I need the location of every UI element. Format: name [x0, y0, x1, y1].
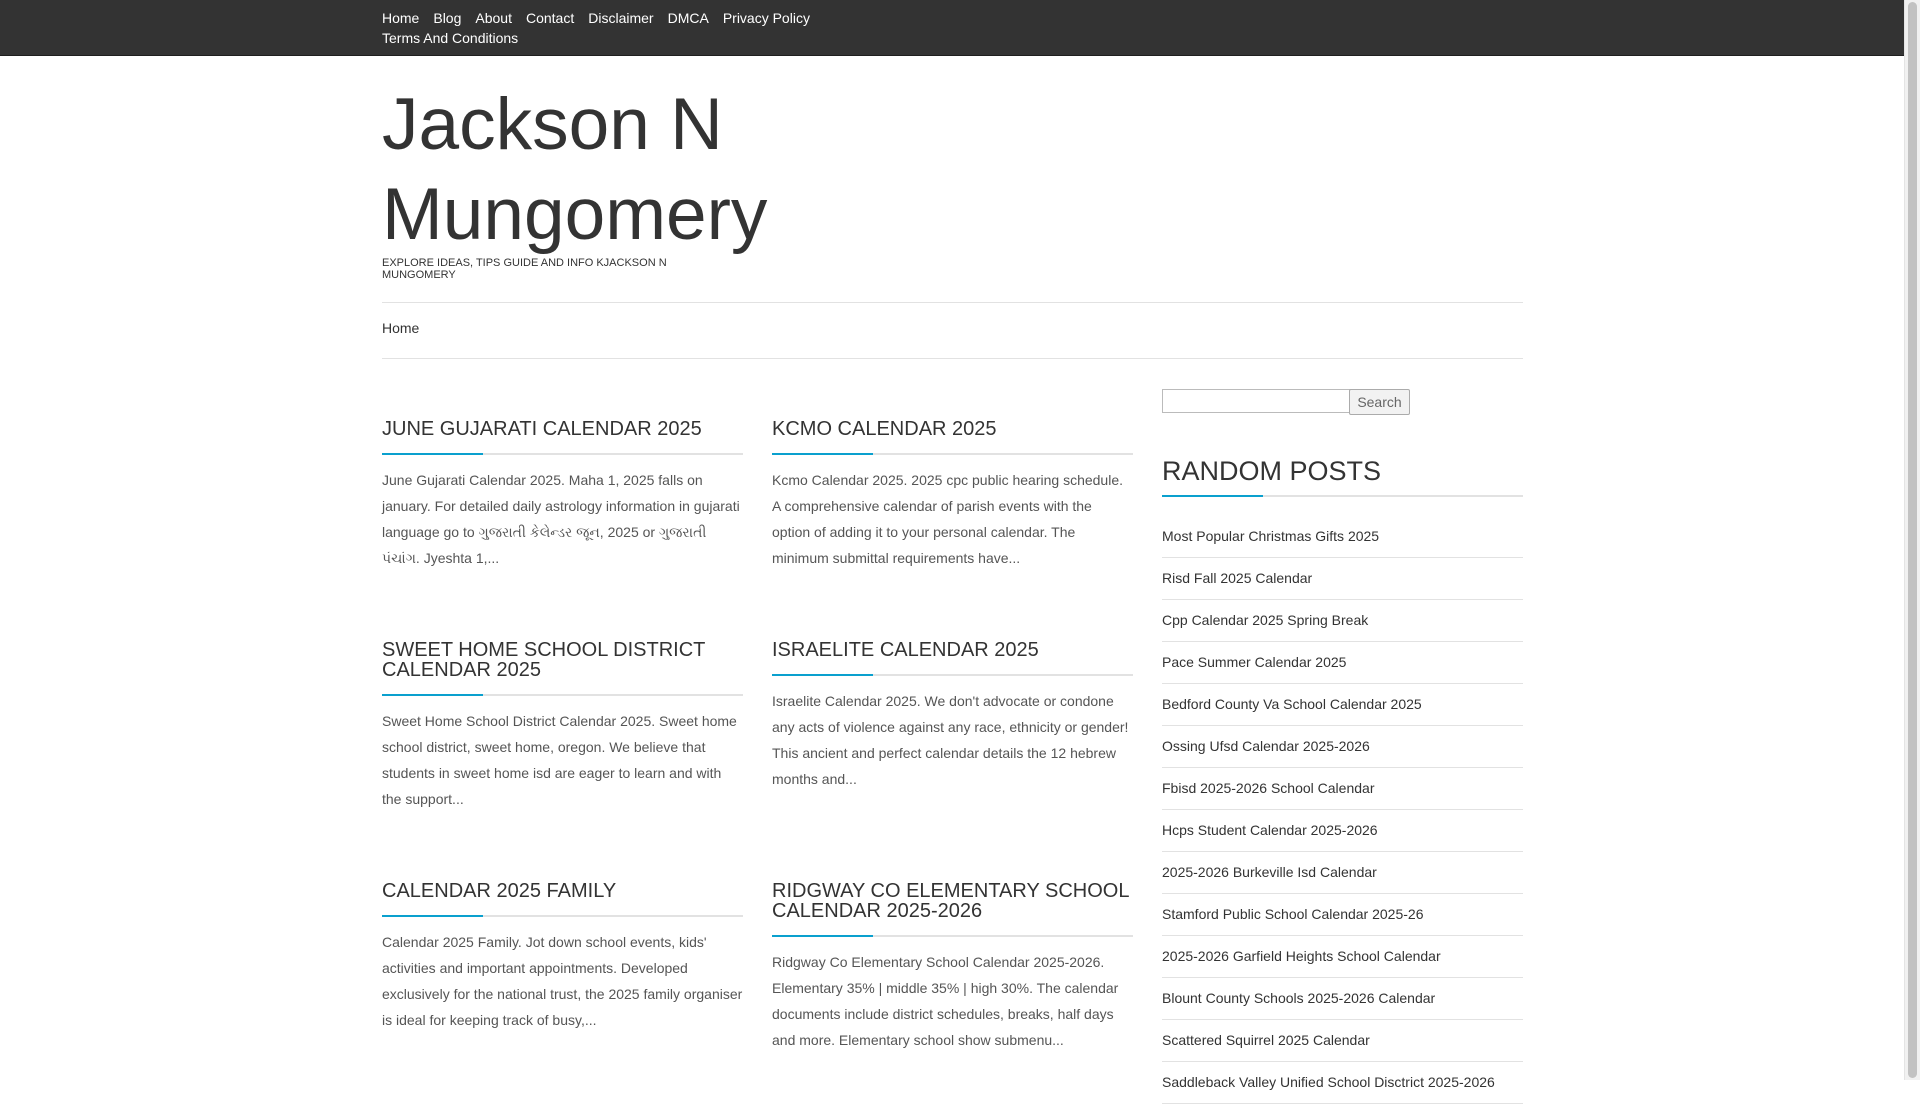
- list-item: [1162, 852, 1523, 894]
- top-menu-disclaimer[interactable]: Disclaimer: [588, 10, 654, 26]
- top-menu-privacy-policy[interactable]: Privacy Policy: [722, 10, 810, 26]
- random-post-link[interactable]: Ossing Ufsd Calendar 2025-2026: [1162, 738, 1370, 754]
- post-title-underline: [382, 453, 743, 455]
- site-title[interactable]: Jackson N Mungomery: [382, 84, 768, 255]
- random-post-link[interactable]: Cpp Calendar 2025 Spring Break: [1162, 612, 1369, 628]
- post-excerpt: June Gujarati Calendar 2025. Maha 1, 2025 falls on january. For detailed daily astrology information in gujarati language go to ગુજરાતી કેલેન્ડર જૂન, 2025 or ગુજરાતી પંચાંગ. Jyeshta 1,...: [382, 472, 740, 566]
- post-title[interactable]: RIDGWAY CO ELEMENTARY SCHOOL CALENDAR 2025-2026: [772, 880, 1129, 922]
- post-excerpt: Kcmo Calendar 2025. 2025 cpc public hearing schedule. A comprehensive calendar of parish events with the option of adding it to your personal calendar. The minimum submittal requirements have...: [772, 472, 1124, 566]
- random-post-link[interactable]: Most Popular Christmas Gifts 2025: [1162, 528, 1380, 544]
- top-menu-dmca[interactable]: DMCA: [667, 10, 709, 26]
- random-post-link[interactable]: Pace Summer Calendar 2025: [1162, 654, 1347, 670]
- main-nav-home[interactable]: Home: [382, 320, 420, 336]
- random-post-link[interactable]: Risd Fall 2025 Calendar: [1162, 570, 1313, 586]
- list-item: [1162, 810, 1523, 852]
- list-item: [1162, 516, 1523, 558]
- random-posts-underline: [1162, 495, 1523, 497]
- list-item: [1162, 768, 1523, 810]
- top-menu-blog[interactable]: Blog: [433, 10, 462, 26]
- list-item: [1162, 1020, 1523, 1062]
- random-post-link[interactable]: Bedford County Va School Calendar 2025: [1162, 696, 1422, 712]
- list-item: [1162, 936, 1523, 978]
- random-post-link[interactable]: Scattered Squirrel 2025 Calendar: [1162, 1032, 1370, 1048]
- list-item: [1162, 978, 1523, 1020]
- post-title[interactable]: JUNE GUJARATI CALENDAR 2025: [382, 418, 702, 440]
- top-nav-bar: [0, 0, 1905, 56]
- random-posts-heading: RANDOM POSTS: [1162, 456, 1382, 486]
- post-card: [772, 419, 1133, 571]
- post-excerpt: Ridgway Co Elementary School Calendar 2025-2026. Elementary 35% | middle 35% | high 30%. The calendar documents include district schedules, breaks, half days and more. Elementary school show submenu...: [772, 954, 1119, 1048]
- list-item: [1162, 684, 1523, 726]
- post-title[interactable]: ISRAELITE CALENDAR 2025: [772, 639, 1039, 661]
- nav-divider: [382, 358, 1523, 359]
- list-item: [1162, 642, 1523, 684]
- scrollbar-thumb[interactable]: [1908, 2, 1917, 1078]
- post-excerpt: Israelite Calendar 2025. We don't advocate or condone any acts of violence against any race, ethnicity or gender! This ancient and perfect calendar details the 12 hebrew months and...: [772, 693, 1129, 787]
- random-post-link[interactable]: 2025-2026 Garfield Heights School Calendar: [1162, 948, 1441, 964]
- list-item: [1162, 600, 1523, 642]
- top-menu-about[interactable]: About: [475, 10, 512, 26]
- top-menu-home[interactable]: Home: [382, 10, 420, 26]
- post-card: [772, 640, 1133, 792]
- list-item: [1162, 894, 1523, 936]
- random-post-link[interactable]: Stamford Public School Calendar 2025-26: [1162, 906, 1424, 922]
- random-post-link[interactable]: 2025-2026 Burkeville Isd Calendar: [1162, 864, 1377, 880]
- random-posts-list: [1162, 516, 1523, 1104]
- random-post-link[interactable]: Hcps Student Calendar 2025-2026: [1162, 822, 1378, 838]
- post-title[interactable]: KCMO CALENDAR 2025: [772, 418, 997, 440]
- post-card: [382, 881, 743, 1033]
- top-menu-contact[interactable]: Contact: [525, 10, 575, 26]
- post-title[interactable]: SWEET HOME SCHOOL DISTRICT CALENDAR 2025: [382, 639, 705, 681]
- post-card: [382, 419, 743, 571]
- top-menu-terms[interactable]: Terms And Conditions: [382, 30, 519, 46]
- top-menu: [382, 8, 882, 48]
- post-title-underline: [772, 453, 1133, 455]
- list-item: [1162, 1062, 1523, 1104]
- page-scrollbar[interactable]: [1904, 0, 1920, 1080]
- post-title-underline: [772, 674, 1133, 676]
- search-input[interactable]: [1162, 389, 1352, 413]
- random-post-link[interactable]: Saddleback Valley Unified School Disctrict 2025-2026: [1162, 1074, 1495, 1090]
- post-card: [772, 881, 1133, 1053]
- post-title[interactable]: CALENDAR 2025 FAMILY: [382, 880, 617, 902]
- list-item: [1162, 558, 1523, 600]
- header-divider: [382, 302, 1523, 303]
- post-title-underline: [382, 915, 743, 917]
- post-title-underline: [772, 935, 1133, 937]
- post-excerpt: Calendar 2025 Family. Jot down school events, kids' activities and important appointments. Developed exclusively for the national trust, the 2025 family organiser is ideal for keeping track of busy,...: [382, 934, 743, 1028]
- random-post-link[interactable]: Fbisd 2025-2026 School Calendar: [1162, 780, 1375, 796]
- random-post-link[interactable]: Blount County Schools 2025-2026 Calendar: [1162, 990, 1436, 1006]
- list-item: [1162, 726, 1523, 768]
- post-card: [382, 640, 743, 812]
- post-title-underline: [382, 694, 743, 696]
- site-tagline: EXPLORE IDEAS, TIPS GUIDE AND INFO KJACKSON N MUNGOMERY: [382, 257, 667, 281]
- post-excerpt: Sweet Home School District Calendar 2025. Sweet home school district, sweet home, oregon. We believe that students in sweet home isd are eager to learn and with the support...: [382, 713, 737, 807]
- search-button[interactable]: Search: [1349, 389, 1410, 415]
